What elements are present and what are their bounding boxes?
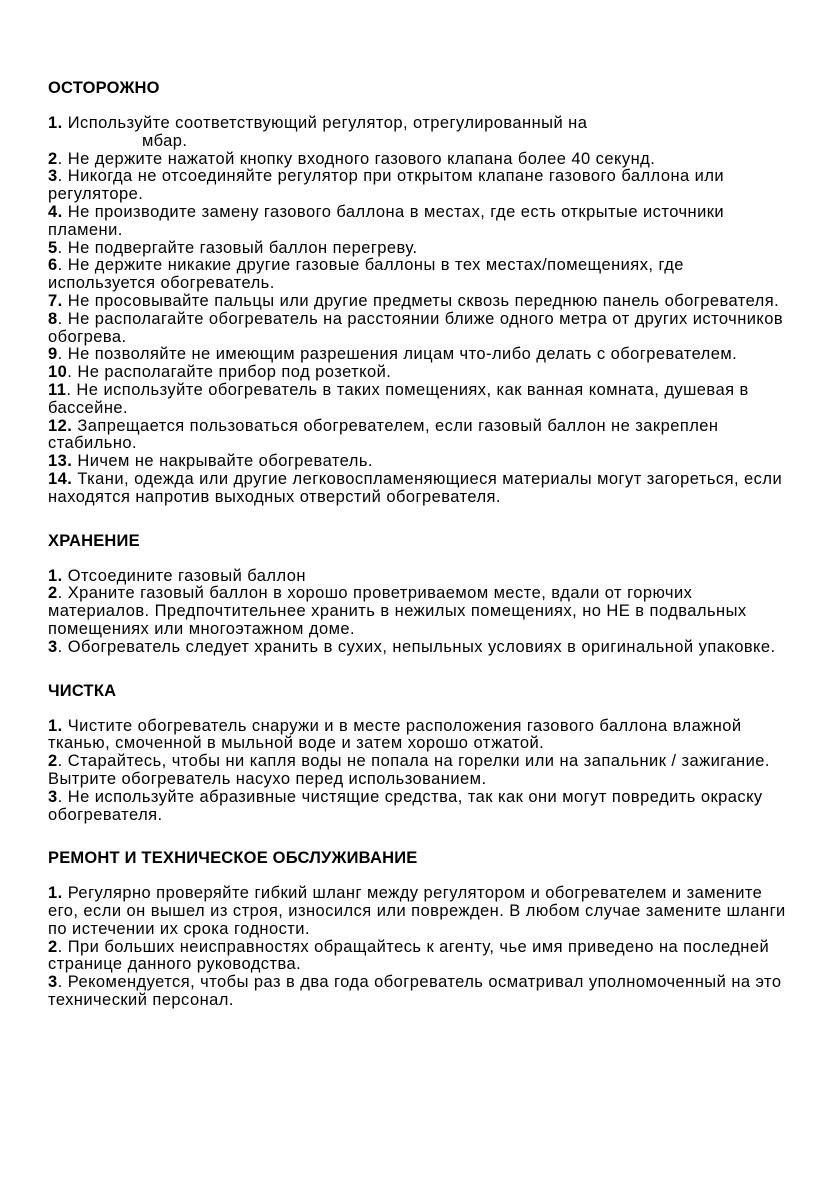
list-item [48,753,793,789]
item-text: Регулярно проверяйте гибкий шланг между регулятором и обогревателем и замените его, если он вышел из строя, износился или поврежден. В любом случае замените шланги по истечении их срока годности. [48,884,786,938]
item-text-tail: мбар. [142,131,188,150]
list-item [48,453,793,471]
list-item [48,418,793,454]
list-item [48,293,793,311]
list-item [48,240,793,258]
item-number: 7. [48,291,63,310]
document-page [48,78,793,1010]
item-text: . Не держите нажатой кнопку входного газового клапана более 40 секунд. [57,149,656,168]
item-number: 6 [48,256,58,275]
item-number: 8 [48,309,58,328]
list-item [48,311,793,347]
list-item [48,168,793,204]
list-item [48,789,793,825]
item-text: . Не располагайте обогреватель на расстоянии ближе одного метра от других источников обогрева. [48,309,784,346]
item-text: Отсоедините газовый баллон [62,566,306,585]
section-heading: РЕМОНТ И ТЕХНИЧЕСКОЕ ОБСЛУЖИВАНИЕ [48,849,418,868]
item-number: 12. [48,416,73,435]
item-number: 9 [48,345,58,364]
item-text: . Не располагайте прибор под розеткой. [67,363,392,382]
item-text: . Не держите никакие другие газовые баллоны в тех местах/помещениях, где используется обогреватель. [48,256,684,293]
list-item [48,939,793,975]
item-text: Не производите замену газового баллона в местах, где есть открытые источники пламени. [48,202,725,239]
item-text: . Рекомендуется, чтобы раз в два года обогреватель осматривал уполномоченный на это технический персонал. [48,973,782,1010]
item-number: 14. [48,469,73,488]
list-item [48,585,793,638]
item-number: 1. [48,716,63,735]
item-text: . Не подвергайте газовый баллон перегреву. [57,238,418,257]
item-number: 1. [48,566,63,585]
list-item [48,885,793,938]
item-number: 3 [48,637,58,656]
item-number: 1. [48,114,63,132]
item-text: Ткани, одежда или другие легковоспламеняющиеся материалы могут загореться, если находятся напротив выходных отверстий обогревателя. [48,469,783,506]
item-text: Запрещается пользоваться обогревателем, если газовый баллон не закреплен стабильно. [48,416,719,453]
list-item [48,718,793,754]
item-number: 4. [48,202,63,221]
item-number: 2 [48,937,58,956]
list-item [48,974,793,1010]
item-number: 3 [48,787,58,806]
item-text: . Не позволяйте не имеющим разрешения лицам что-либо делать с обогревателем. [57,345,738,364]
section-storage [48,531,793,657]
list-item [48,568,793,586]
list-item [48,639,793,657]
item-text: . Никогда не отсоединяйте регулятор при открытом клапане газового баллона или регуляторе. [48,167,725,204]
item-text: Чистите обогреватель снаружи и в месте расположения газового баллона влажной тканью, смоченной в мыльной воде и затем хорошо отжатой. [48,716,742,753]
item-text: Используйте соответствующий регулятор, отрегулированный на [62,114,588,132]
list-item [48,151,793,169]
section-heading: ХРАНЕНИЕ [48,531,140,550]
item-number: 3 [48,167,58,186]
list-item [48,257,793,293]
item-number: 13. [48,452,73,471]
section-heading: ОСТОРОЖНО [48,79,160,97]
item-number: 5 [48,238,58,257]
item-text: . Не используйте абразивные чистящие средства, так как они могут повредить окраску обогревателя. [48,787,763,824]
item-number: 2 [48,149,58,168]
item-number: 2 [48,584,58,603]
item-text: . Старайтесь, чтобы ни капля воды не попала на горелки или на запальник / зажигание. Вытрите обогреватель насухо перед использованием. [48,752,770,788]
item-text: . При больших неисправностях обращайтесь к агенту, чье имя приведено на последней странице данного руководства. [48,937,770,974]
list-item [48,115,793,151]
section-caution [48,78,793,507]
item-text: Не просовывайте пальцы или другие предметы сквозь переднюю панель обогревателя. [62,291,780,310]
list-item [48,364,793,382]
section-cleaning [48,681,793,825]
item-number: 2 [48,752,58,771]
list-item [48,471,793,507]
item-number: 3 [48,973,58,992]
list-item [48,346,793,364]
item-number: 1. [48,884,63,903]
item-text: . Обогреватель следует хранить в сухих, непыльных условиях в оригинальной упаковке. [57,637,776,656]
item-text: . Не используйте обогреватель в таких помещениях, как ванная комната, душевая в бассейне. [48,380,749,417]
list-item [48,204,793,240]
section-maintenance [48,848,793,1010]
section-heading: ЧИСТКА [48,681,117,700]
item-number: 10 [48,363,68,382]
list-item [48,382,793,418]
item-text: Ничем не накрывайте обогреватель. [72,452,373,471]
item-number: 11 [48,380,67,399]
item-text: . Храните газовый баллон в хорошо проветриваемом месте, вдали от горючих материалов. Предпочтительнее хранить в нежилых помещениях, но НЕ в подвальных помещениях или многоэтажном доме. [48,584,747,638]
